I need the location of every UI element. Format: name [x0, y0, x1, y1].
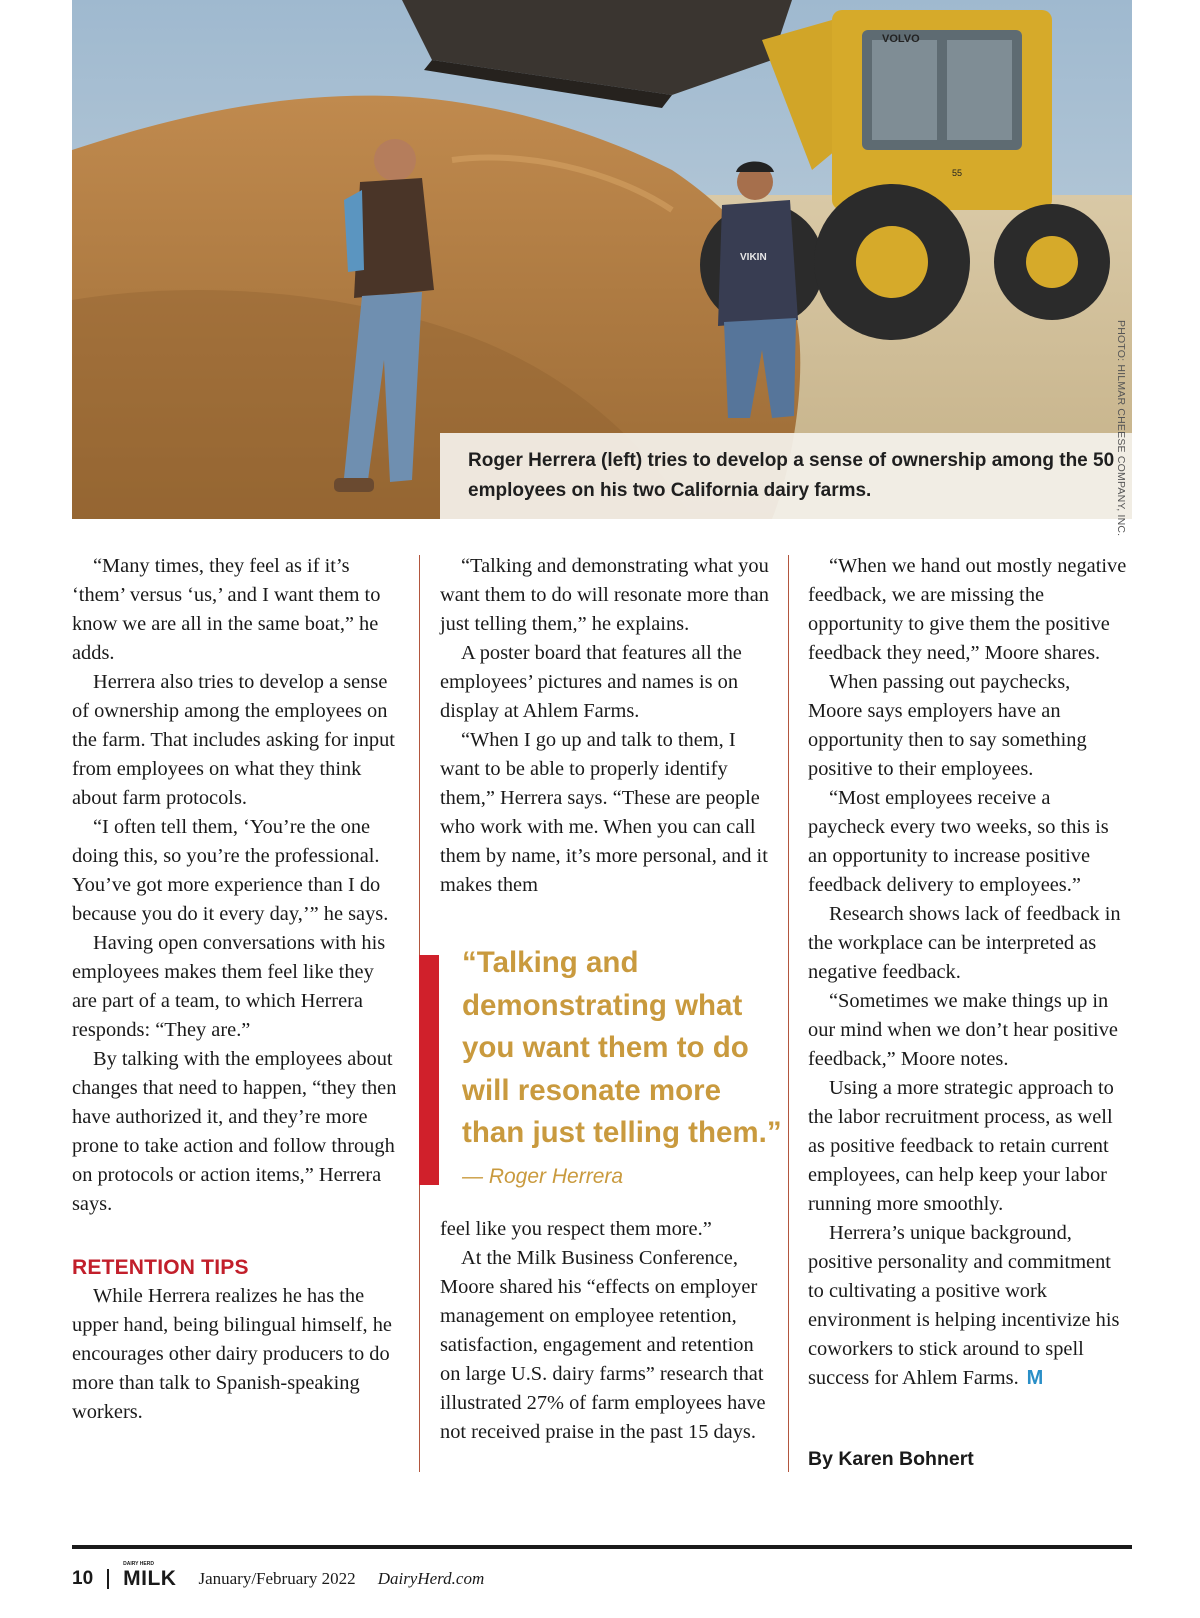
paragraph: While Herrera realizes he has the upper hand, being bilingual himself, he encourages other dairy producers to do more than talk to Spanish-speaking workers.	[72, 1285, 392, 1423]
magazine-logo	[123, 1561, 177, 1591]
end-of-article-mark: M	[1026, 1367, 1044, 1389]
article-column-3	[808, 552, 1128, 1393]
section-subhead: RETENTION TIPS	[72, 1256, 249, 1279]
article-column-2-top	[440, 552, 772, 900]
website: DairyHerd.com	[377, 1569, 485, 1588]
shirt-text: VIKIN	[740, 252, 767, 263]
paragraph	[808, 1219, 1128, 1393]
paragraph: Using a more strategic approach to the labor recruitment process, as well as positive feedback to retain current employees, can help keep your labor running more smoothly.	[808, 1077, 1114, 1215]
loader-number-label: 55	[952, 168, 963, 178]
paragraph: “Most employees receive a paycheck every two weeks, so this is an opportunity to increase positive feedback delivery to employees.”	[808, 787, 1109, 896]
paragraph: Herrera also tries to develop a sense of ownership among the employees on the farm. That includes asking for input from employees on what they think about farm protocols.	[72, 671, 395, 809]
paragraph: “When I go up and talk to them, I want to be able to properly identify them,” Herrera says. “These are people who work with me. When you can call them by name, it’s more personal, and it makes them	[440, 729, 768, 896]
paragraph: When passing out paychecks, Moore says employers have an opportunity then to say something positive to their employees.	[808, 671, 1087, 780]
pull-quote-attribution: — Roger Herrera	[462, 1165, 624, 1188]
logo-text: MILK	[123, 1567, 177, 1590]
column-divider	[788, 555, 789, 1472]
issue-date: January/February 2022	[198, 1569, 356, 1588]
final-paragraph-text: Herrera’s unique background, positive personality and commitment to cultivating a positive work environment is helping incentivize his coworkers to stick around to spell success for Ahlem Farms.	[808, 1222, 1120, 1389]
paragraph: Having open conversations with his employees makes them feel like they are part of a team, to which Herrera responds: “They are.”	[72, 932, 386, 1041]
footer-separator	[107, 1569, 109, 1589]
author-byline: By Karen Bohnert	[808, 1448, 974, 1470]
paragraph: “I often tell them, ‘You’re the one doing this, so you’re the professional. You’ve got more experience than I do because you do it every day,’” he says.	[72, 816, 389, 925]
paragraph-continued: feel like you respect them more.”	[440, 1218, 712, 1240]
paragraph: “Many times, they feel as if it’s ‘them’ versus ‘us,’ and I want them to know we are all in the same boat,” he adds.	[72, 555, 381, 664]
paragraph: Research shows lack of feedback in the workplace can be interpreted as negative feedback.	[808, 903, 1121, 983]
pull-quote: “Talking and demonstrating what you want them to do will resonate more than just telling them.”	[462, 946, 782, 1149]
paragraph: “When we hand out mostly negative feedback, we are missing the opportunity to give them the positive feedback they need,” Moore shares.	[808, 555, 1127, 664]
page-footer	[72, 1561, 485, 1592]
article-column-2-bottom	[440, 1215, 772, 1447]
pull-quote-accent-bar	[419, 955, 439, 1185]
paragraph: At the Milk Business Conference, Moore shared his “effects on employer management on employee retention, satisfaction, engagement and retention on large U.S. dairy farms” research that illustrated 27% of farm employees have not received praise in the past 15 days.	[440, 1247, 766, 1443]
paragraph: “Talking and demonstrating what you want them to do will resonate more than just telling them,” he explains.	[440, 555, 769, 635]
loader-brand-label: VOLVO	[882, 33, 920, 45]
footer-rule	[72, 1545, 1132, 1549]
paragraph: A poster board that features all the employees’ pictures and names is on display at Ahlem Farms.	[440, 642, 742, 722]
photo-credit: PHOTO: HILMAR CHEESE COMPANY, INC.	[1115, 320, 1127, 537]
photo-caption: Roger Herrera (left) tries to develop a sense of ownership among the 50 employees on his two California dairy farms.	[468, 450, 1115, 501]
article-column-1	[72, 552, 400, 1427]
paragraph: “Sometimes we make things up in our mind when we don’t hear positive feedback,” Moore notes.	[808, 990, 1118, 1070]
logo-small-text: DAIRY HERD	[123, 1561, 154, 1567]
paragraph: By talking with the employees about changes that need to happen, “they then have authorized it, and they’re more prone to take action and follow through on protocols or action items,” Herrera says.	[72, 1048, 397, 1215]
page-number: 10	[72, 1568, 94, 1589]
